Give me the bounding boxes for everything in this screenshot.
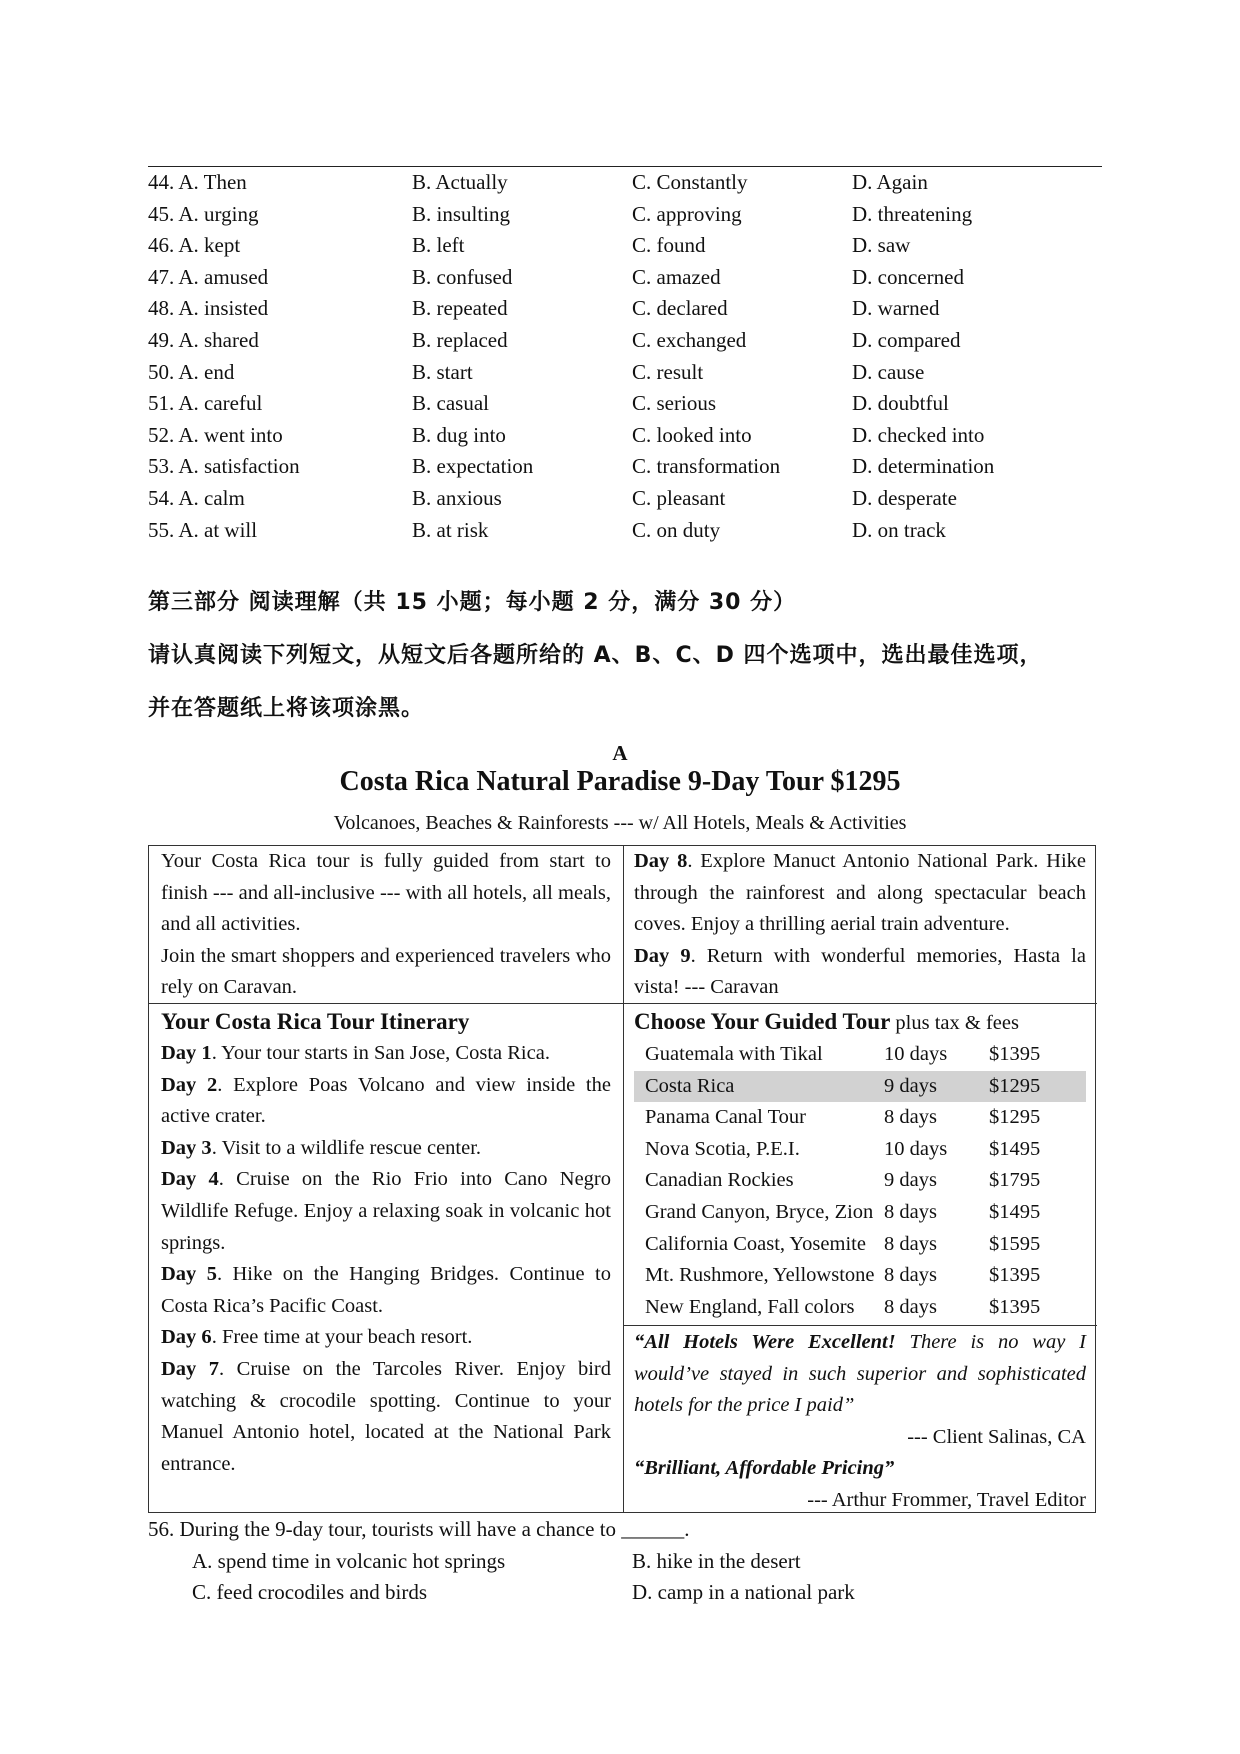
tour-row: New England, Fall colors 8 days $1395 bbox=[645, 1295, 1041, 1318]
day-5: Day 5. Hike on the Hanging Bridges. Continue to Costa Rica’s Pacific Coast. bbox=[161, 1263, 611, 1317]
option: C. serious bbox=[632, 391, 716, 416]
option: B. at risk bbox=[412, 517, 489, 542]
option: C. Constantly bbox=[632, 170, 748, 194]
testimonial-2-source: --- Arthur Frommer, Travel Editor bbox=[807, 1488, 1086, 1511]
option: C. pleasant bbox=[632, 485, 726, 510]
option: B. start bbox=[412, 359, 473, 384]
option-row-46 bbox=[148, 230, 1102, 262]
option: B. confused bbox=[412, 264, 513, 289]
tour-row: Mt. Rushmore, Yellowstone 8 days $1395 bbox=[645, 1264, 1041, 1287]
ad-title: Costa Rica Natural Paradise 9-Day Tour $1295 bbox=[339, 766, 901, 797]
option: D. threatening bbox=[852, 201, 973, 226]
option-row-44 bbox=[148, 167, 1102, 199]
question-56 bbox=[148, 1514, 1102, 1609]
option: D. desperate bbox=[852, 485, 957, 510]
choose-heading: Choose Your Guided Tour plus tax & fees bbox=[634, 1009, 1019, 1034]
itinerary-heading: Your Costa Rica Tour Itinerary bbox=[161, 1009, 470, 1034]
option-row-45 bbox=[148, 199, 1102, 231]
answer-option: B. hike in the desert bbox=[632, 1548, 801, 1573]
tour-row: Canadian Rockies 9 days $1795 bbox=[645, 1169, 1041, 1192]
answer-option: A. spend time in volcanic hot springs bbox=[192, 1548, 506, 1573]
option: 50. A. end bbox=[148, 359, 235, 384]
option: D. saw bbox=[852, 233, 911, 258]
section-instruction: 请认真阅读下列短文，从短文后各题所给的 A、B、C、D 四个选项中，选出最佳选项， bbox=[148, 643, 1043, 668]
option: B. repeated bbox=[412, 296, 508, 321]
option: C. approving bbox=[632, 201, 742, 226]
option-row-49 bbox=[148, 325, 1102, 357]
option: C. declared bbox=[632, 296, 728, 321]
itinerary-cell bbox=[161, 1006, 611, 1480]
choose-tour-cell bbox=[634, 1006, 1086, 1323]
day-9: Day 9. Return with wonderful memories, Hasta la vista! --- Caravan bbox=[634, 944, 1086, 999]
option: B. anxious bbox=[412, 485, 502, 510]
option-row-54 bbox=[148, 483, 1102, 515]
option: B. casual bbox=[412, 391, 489, 416]
option: D. cause bbox=[852, 359, 925, 384]
section-title: 第三部分 阅读理解（共 15 小题；每小题 2 分，满分 30 分） bbox=[148, 590, 797, 615]
day-7: Day 7. Cruise on the Tarcoles River. Enjoy bird watching & crocodile spotting. Continue to your Manuel Antonio hotel, located at the National Park entrance. bbox=[161, 1357, 611, 1475]
section-instruction-cont: 并在答题纸上将该项涂黑。 bbox=[148, 696, 425, 721]
tour-row: Nova Scotia, P.E.I. 10 days $1495 bbox=[645, 1137, 1041, 1160]
day-1: Day 1. Your tour starts in San Jose, Costa Rica. bbox=[161, 1042, 550, 1064]
tour-row: Panama Canal Tour 8 days $1295 bbox=[645, 1106, 1041, 1129]
question-options-row bbox=[148, 1577, 1102, 1609]
option: 48. A. insisted bbox=[148, 296, 269, 321]
option: D. checked into bbox=[852, 422, 985, 447]
option: B. expectation bbox=[412, 454, 534, 479]
option: D. warned bbox=[852, 296, 940, 321]
option: C. on duty bbox=[632, 517, 721, 542]
tour-row-highlighted: Costa Rica 9 days $1295 bbox=[634, 1071, 1086, 1103]
days-8-9-cell bbox=[634, 846, 1086, 1004]
option: B. replaced bbox=[412, 327, 508, 352]
option: 55. A. at will bbox=[148, 517, 258, 542]
cloze-options bbox=[148, 167, 1102, 546]
option: D. compared bbox=[852, 327, 961, 352]
option: D. doubtful bbox=[852, 391, 949, 416]
tour-row: Guatemala with Tikal 10 days $1395 bbox=[645, 1043, 1041, 1065]
option: C. result bbox=[632, 359, 704, 384]
option: 44. A. Then bbox=[148, 170, 247, 194]
intro-text-2: Join the smart shoppers and experienced travelers who rely on Caravan. bbox=[161, 944, 611, 999]
option: C. looked into bbox=[632, 422, 752, 447]
day-6: Day 6. Free time at your beach resort. bbox=[161, 1326, 473, 1349]
testimonial-1: “All Hotels Were Excellent! There is no way I would’ve stayed in such superior and sophisticated hotels for the price I paid” bbox=[634, 1331, 1086, 1417]
option: B. Actually bbox=[412, 170, 508, 194]
answer-option: D. camp in a national park bbox=[632, 1580, 855, 1605]
passage-letter: A bbox=[612, 741, 628, 765]
option-row-51 bbox=[148, 388, 1102, 420]
question-stem: 56. During the 9-day tour, tourists will have a chance to ______. bbox=[148, 1517, 690, 1541]
option: D. concerned bbox=[852, 264, 964, 289]
tour-row: Grand Canyon, Bryce, Zion 8 days $1495 bbox=[645, 1200, 1041, 1223]
option: D. Again bbox=[852, 170, 928, 194]
tour-row: California Coast, Yosemite 8 days $1595 bbox=[645, 1232, 1041, 1255]
option: B. left bbox=[412, 233, 465, 258]
intro-text: Your Costa Rica tour is fully guided from start to finish --- and all-inclusive --- with all hotels, all meals, and all activities. bbox=[161, 850, 611, 936]
option: 52. A. went into bbox=[148, 422, 283, 447]
ad-subtitle: Volcanoes, Beaches & Rainforests --- w/ All Hotels, Meals & Activities bbox=[333, 812, 907, 834]
day-8: Day 8. Explore Manuct Antonio National Park. Hike through the rainforest and along spectacular beach coves. Enjoy a thrilling aerial train adventure. bbox=[634, 850, 1086, 936]
option-row-55 bbox=[148, 515, 1102, 547]
option: C. transformation bbox=[632, 454, 781, 479]
testimonial-1-source: --- Client Salinas, CA bbox=[907, 1425, 1086, 1448]
day-2: Day 2. Explore Poas Volcano and view inside the active crater. bbox=[161, 1073, 611, 1128]
option-row-48 bbox=[148, 293, 1102, 325]
option: C. found bbox=[632, 233, 706, 258]
option: D. determination bbox=[852, 454, 995, 479]
testimonials-cell bbox=[634, 1327, 1086, 1517]
option: 54. A. calm bbox=[148, 485, 245, 510]
option-row-50 bbox=[148, 357, 1102, 389]
day-4: Day 4. Cruise on the Rio Frio into Cano Negro Wildlife Refuge. Enjoy a relaxing soak in volcanic hot springs. bbox=[161, 1168, 611, 1254]
option: 46. A. kept bbox=[148, 233, 241, 258]
option-row-53 bbox=[148, 451, 1102, 483]
day-3: Day 3. Visit to a wildlife rescue center. bbox=[161, 1136, 482, 1159]
option-row-52 bbox=[148, 420, 1102, 452]
option: 47. A. amused bbox=[148, 264, 269, 289]
answer-option: C. feed crocodiles and birds bbox=[192, 1580, 428, 1605]
option: C. amazed bbox=[632, 264, 721, 289]
option: 51. A. careful bbox=[148, 391, 263, 416]
option: D. on track bbox=[852, 517, 946, 542]
column-divider bbox=[623, 846, 624, 1512]
question-options-row bbox=[148, 1546, 1102, 1578]
option: 49. A. shared bbox=[148, 327, 259, 352]
option-row-47 bbox=[148, 262, 1102, 294]
option: 53. A. satisfaction bbox=[148, 454, 300, 479]
testimonial-2: “Brilliant, Affordable Pricing” bbox=[634, 1457, 895, 1480]
option: C. exchanged bbox=[632, 327, 747, 352]
row-divider bbox=[623, 1325, 1097, 1326]
option: 45. A. urging bbox=[148, 201, 259, 226]
option: B. dug into bbox=[412, 422, 506, 447]
intro-cell bbox=[161, 846, 611, 1004]
option: B. insulting bbox=[412, 201, 511, 226]
tour-advertisement bbox=[148, 845, 1096, 1513]
